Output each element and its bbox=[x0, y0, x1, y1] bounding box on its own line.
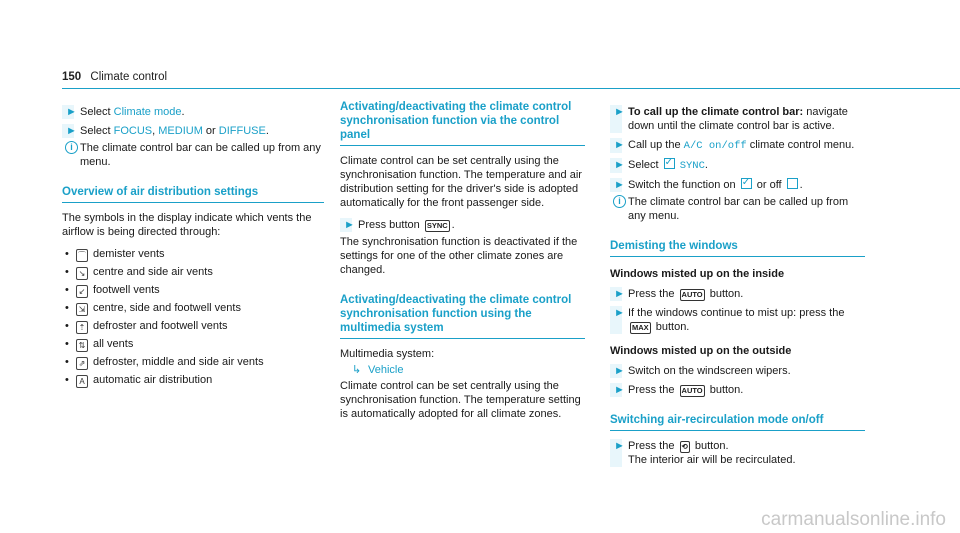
medium-option[interactable]: MEDIUM bbox=[158, 125, 203, 137]
sync-para-3: Climate control can be set centrally using the synchronisation function. The temperature setting is automatically adopted for all climate zones. bbox=[340, 380, 581, 420]
column-middle bbox=[340, 100, 585, 429]
step-arrow-icon: ► bbox=[614, 106, 625, 118]
recirculation-button-icon: ⟲ bbox=[681, 442, 688, 451]
step-if-mist: ► If the windows continue to mist up: press the MAX button. bbox=[610, 306, 865, 334]
step-arrow-icon: ► bbox=[614, 288, 625, 300]
step-switch-function: ► Switch the function on ✓ or off . bbox=[610, 178, 865, 192]
page-header bbox=[62, 70, 167, 84]
heading-recirculation: Switching air-recirculation mode on/off bbox=[610, 413, 865, 431]
step-select-sync: ► Select ✓ SYNC. bbox=[610, 158, 865, 173]
header-rule bbox=[62, 88, 960, 89]
ac-on-off-link[interactable]: A/C on/off bbox=[683, 140, 747, 152]
step-press-auto-2: ► Press the AUTO button. bbox=[610, 383, 865, 397]
diffuse-option[interactable]: DIFFUSE bbox=[218, 125, 266, 137]
column-right bbox=[610, 100, 865, 470]
bullet-all-vents: • ⇅ all vents bbox=[62, 337, 324, 352]
menu-path bbox=[340, 363, 585, 377]
info-icon: i bbox=[613, 195, 626, 208]
subheading-outside: Windows misted up on the outside bbox=[610, 345, 792, 357]
watermark: carmanualsonline.info bbox=[761, 509, 946, 530]
info-icon: i bbox=[65, 141, 78, 154]
page-title: Climate control bbox=[90, 71, 168, 83]
bullet-defroster-middle-side: • ⇗ defroster, middle and side air vents bbox=[62, 355, 324, 370]
vehicle-menu-link[interactable]: Vehicle bbox=[368, 364, 404, 376]
step-arrow-icon: ► bbox=[614, 307, 625, 319]
defroster-footwell-icon: ⇡ bbox=[76, 321, 88, 334]
centre-side-vents-icon: ↘ bbox=[76, 267, 88, 280]
step-arrow-icon: ► bbox=[614, 384, 625, 396]
step-arrow-icon: ► bbox=[66, 106, 77, 118]
subheading-inside: Windows misted up on the inside bbox=[610, 268, 785, 280]
heading-sync-multimedia: Activating/deactivating the climate control synchronisation function using the multimedia system bbox=[340, 293, 585, 339]
sync-button-icon: SYNC bbox=[426, 221, 448, 230]
bullet-demister: • ⌒ demister vents bbox=[62, 247, 324, 262]
step-arrow-icon: ► bbox=[614, 440, 625, 452]
step-press-sync: ► Press button SYNC . bbox=[340, 218, 585, 232]
step-call-bar: ► To call up the climate control bar: navigate down until the climate control bar is active. bbox=[610, 105, 865, 133]
step-arrow-icon: ► bbox=[614, 139, 625, 151]
footwell-vents-icon: ↙ bbox=[76, 285, 88, 298]
column-left bbox=[62, 100, 324, 391]
auto-button-icon: AUTO bbox=[681, 386, 703, 395]
step-arrow-icon: ► bbox=[344, 219, 355, 231]
tip-note-2: i The climate control bar can be called up from any menu. bbox=[610, 195, 865, 223]
step-arrow-icon: ► bbox=[66, 125, 77, 137]
page-number: 150 bbox=[62, 71, 82, 83]
checkbox-unchecked-icon bbox=[787, 178, 798, 189]
tip-note: i The climate control bar can be called up from any menu. bbox=[62, 141, 324, 169]
focus-option[interactable]: FOCUS bbox=[113, 125, 153, 137]
step-arrow-icon: ► bbox=[614, 365, 625, 377]
step-wipers: ► Switch on the windscreen wipers. bbox=[610, 364, 865, 378]
step-arrow-icon: ► bbox=[614, 159, 625, 171]
climate-mode-link[interactable]: Climate mode bbox=[113, 106, 182, 118]
bullet-centre-side: • ↘ centre and side air vents bbox=[62, 265, 324, 280]
automatic-distribution-icon: A bbox=[76, 375, 88, 388]
checkbox-checked-icon bbox=[741, 178, 752, 189]
checkbox-checked-icon bbox=[664, 158, 675, 169]
step-select-focus: ► Select FOCUS, MEDIUM or DIFFUSE. bbox=[62, 124, 324, 138]
all-vents-icon: ⇅ bbox=[76, 339, 88, 352]
heading-demisting: Demisting the windows bbox=[610, 239, 865, 257]
bullet-centre-side-footwell: • ⇲ centre, side and footwell vents bbox=[62, 301, 324, 316]
menu-path-arrow-icon: ↳ bbox=[352, 364, 362, 376]
bullet-footwell: • ↙ footwell vents bbox=[62, 283, 324, 298]
step-call-up-ac: ► Call up the A/C on/off climate control menu. bbox=[610, 138, 865, 153]
heading-sync-control-panel: Activating/deactivating the climate control synchronisation function via the control panel bbox=[340, 100, 585, 146]
step-press-auto-1: ► Press the AUTO button. bbox=[610, 287, 865, 301]
defroster-middle-side-icon: ⇗ bbox=[76, 357, 88, 370]
centre-side-footwell-icon: ⇲ bbox=[76, 303, 88, 316]
sync-para-2: The synchronisation function is deactivated if the settings for one of the other climate zones are changed. bbox=[340, 236, 578, 276]
auto-button-icon: AUTO bbox=[681, 290, 703, 299]
step-arrow-icon: ► bbox=[614, 179, 625, 191]
step-recirculation: ► Press the ⟲ button. The interior air will be recirculated. bbox=[610, 439, 865, 467]
demister-vents-icon: ⌒ bbox=[78, 251, 86, 260]
max-demister-button-icon: MAX bbox=[632, 323, 649, 332]
multimedia-label: Multimedia system: bbox=[340, 348, 435, 360]
sync-link[interactable]: SYNC bbox=[679, 160, 705, 172]
sync-para-1: Climate control can be set centrally using the synchronisation function. The temperature and air distribution setting for the driver's side is adopted automatically for the front passenger side. bbox=[340, 155, 582, 209]
step-select-climate-mode: ► Select Climate mode. bbox=[62, 105, 324, 119]
overview-intro: The symbols in the display indicate which vents the airflow is being directed through: bbox=[62, 212, 312, 238]
bullet-automatic: • A automatic air distribution bbox=[62, 373, 324, 388]
heading-overview: Overview of air distribution settings bbox=[62, 185, 324, 203]
bullet-defroster-footwell: • ⇡ defroster and footwell vents bbox=[62, 319, 324, 334]
